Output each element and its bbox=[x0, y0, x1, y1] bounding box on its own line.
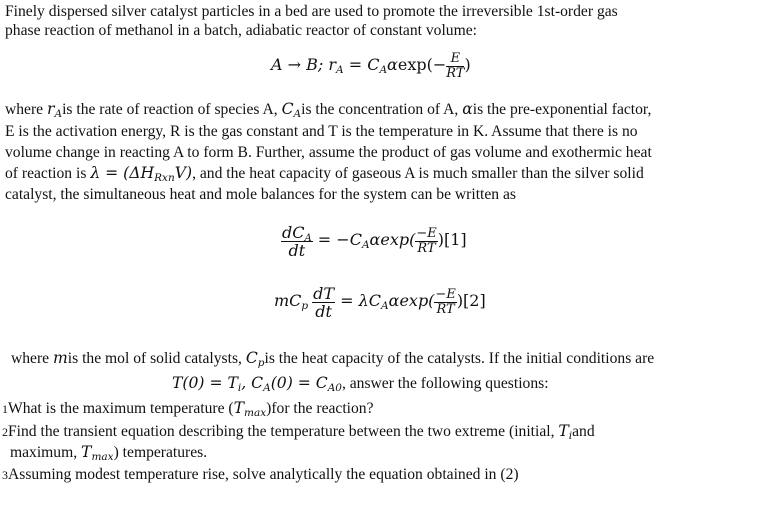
eq1-derivative: $\frac{dC_A}{dt}$ bbox=[282, 223, 312, 260]
eq2-exp-fraction: $\frac{-E}{RT}$ bbox=[435, 287, 456, 317]
intro-line-2: phase reaction of methanol in a batch, adiabatic reactor of constant volume: bbox=[5, 22, 477, 39]
question-2-continued: maximum, $T_{max}$) temperatures. bbox=[10, 443, 208, 463]
question-3-number: 3 bbox=[2, 468, 8, 482]
para-line-3: volume change in reacting A to form B. Further, assume the product of gas volume and exothermic heat bbox=[5, 144, 652, 161]
question-3: 3Assuming modest temperature rise, solve analytically the equation obtained in (2) bbox=[2, 466, 519, 483]
question-2: 2Find the transient equation describing the temperature between the two extreme (initial, $T_iand$ bbox=[2, 422, 595, 442]
reaction-lhs: A → B; bbox=[271, 55, 329, 75]
intro-line-1: Finely dispersed silver catalyst particles in a bed are used to promote the irreversible 1st-order gas bbox=[5, 3, 618, 20]
eq1-exp-fraction: $\frac{-E}{RT}$ bbox=[416, 226, 437, 256]
para-line-2: E is the activation energy, R is the gas constant and T is the temperature in K. Assume that there is no bbox=[5, 123, 638, 140]
question-1: 1What is the maximum temperature $(T_{max})for$ the reaction? bbox=[2, 399, 374, 419]
question-2-number: 2 bbox=[2, 425, 8, 439]
equation-2: $mC_p$ $\frac{dT}{dt}$ = $\lambda C_A\alpha\exp$( $\frac{-E}{RT}$ )[2] bbox=[274, 284, 486, 321]
initial-conditions-line: $T(0) = T_i$, $C_A(0) = C_{A0}$, answer the following questions: bbox=[172, 374, 549, 394]
where-line: where mis the mol of solid catalysts, $C_pis$ the heat capacity of the catalysts. If the initial conditions are bbox=[11, 349, 655, 369]
reaction-fraction: $\frac{E}{RT}$ bbox=[446, 51, 465, 81]
eq2-derivative: $\frac{dT}{dt}$ bbox=[313, 284, 335, 321]
para-line-5: catalyst, the simultaneous heat and mole balances for the system can be written as bbox=[5, 186, 516, 203]
question-1-number: 1 bbox=[2, 402, 8, 416]
equation-1: $\frac{dC_A}{dt}$ = $-C_A\alpha\exp$( $\frac{-E}{RT}$ )[1] bbox=[282, 223, 467, 260]
para-line-1: where $r_Ais$ the rate of reaction of species A, $C_Ais$ the concentration of A, αis the pre-exponential factor, bbox=[5, 100, 652, 120]
para-line-4: of reaction is $\lambda = (\Delta H_{Rxn}V)$, and the heat capacity of gaseous A is much smaller than the silver solid bbox=[5, 164, 644, 184]
reaction-equation: A → B; $r_A = C_A\alpha\exp(-$ $\frac{E}{RT}$ ) bbox=[271, 51, 471, 81]
